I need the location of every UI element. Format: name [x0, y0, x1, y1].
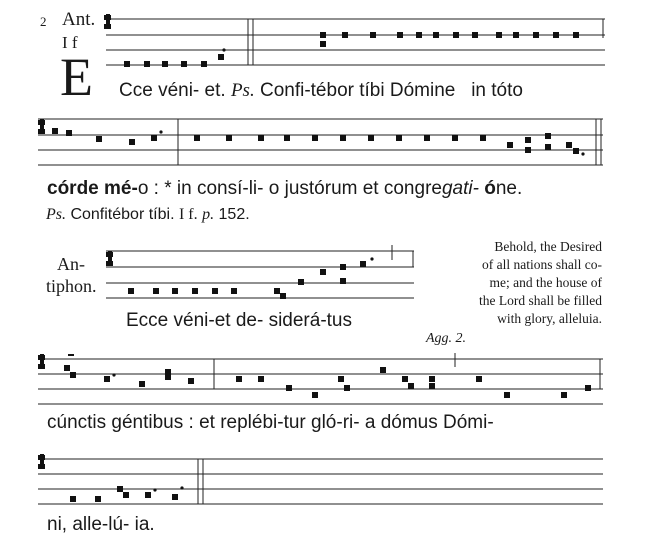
chant-staff-4	[0, 350, 664, 410]
antiphon-label-1: An-	[57, 254, 85, 274]
chant-staff-2	[0, 110, 664, 170]
lyric-gati: gati-	[441, 178, 479, 199]
psalm-ref-p: p.	[202, 206, 215, 223]
psalm-reference	[46, 206, 250, 224]
lyric-o-bold: ó	[484, 178, 496, 199]
lyric-ne: ne.	[495, 178, 523, 199]
translation-line-5: with glory, alleluia.	[497, 311, 602, 326]
psalm-marker: Ps.	[230, 80, 255, 101]
psalm-ref-text: Confitébor tíbi.	[70, 206, 175, 223]
neumes-5	[70, 486, 184, 502]
lyric-o: o :	[137, 178, 159, 199]
translation-line-2: of all nations shall co-	[482, 257, 602, 272]
antiphon-label: Ant.	[62, 9, 96, 30]
chant-staff-5	[0, 450, 664, 510]
neumes-4	[64, 354, 591, 398]
mode-label: I f	[62, 33, 78, 52]
lyric-meo: mé-	[104, 178, 138, 199]
lyric-line-1	[119, 80, 523, 102]
chant-number: 2	[40, 14, 47, 29]
antiphon-label-2: tiphon.	[46, 276, 97, 296]
neumes-3	[128, 257, 374, 299]
translation-line-3: me; and the house of	[489, 275, 602, 290]
lyric-line-2	[47, 178, 522, 200]
lyric-in-toto: in tóto	[471, 80, 523, 101]
lyric-cce-veni: Cce véni- et.	[119, 80, 226, 101]
psalm-ref-ps: Ps.	[46, 206, 66, 223]
chant-staff-1	[0, 0, 664, 80]
neumes-2	[52, 128, 585, 156]
lyric-in-consilio: * in consí-li- o justórum et congre	[164, 178, 442, 199]
lyric-confitebor: Confi-tébor tíbi Dómine	[259, 80, 456, 101]
lyric-corde: córde	[47, 178, 99, 199]
translation-ref: Agg. 2.	[426, 331, 467, 346]
psalm-ref-page: 152.	[218, 206, 250, 223]
lyric-line-5: ni, alle-lú- ia.	[47, 514, 155, 535]
lyric-line-3: Ecce véni-et de- siderá-tus	[126, 310, 352, 331]
initial-letter: E	[60, 47, 93, 107]
translation-block	[420, 238, 602, 328]
translation-line-4: the Lord shall be filled	[479, 293, 602, 308]
translation-line-1: Behold, the Desired	[494, 239, 602, 254]
lyric-line-4: cúnctis géntibus : et replébi-tur gló-ri- a dómus Dómi-	[47, 412, 494, 433]
psalm-ref-mode: I f.	[178, 206, 198, 223]
